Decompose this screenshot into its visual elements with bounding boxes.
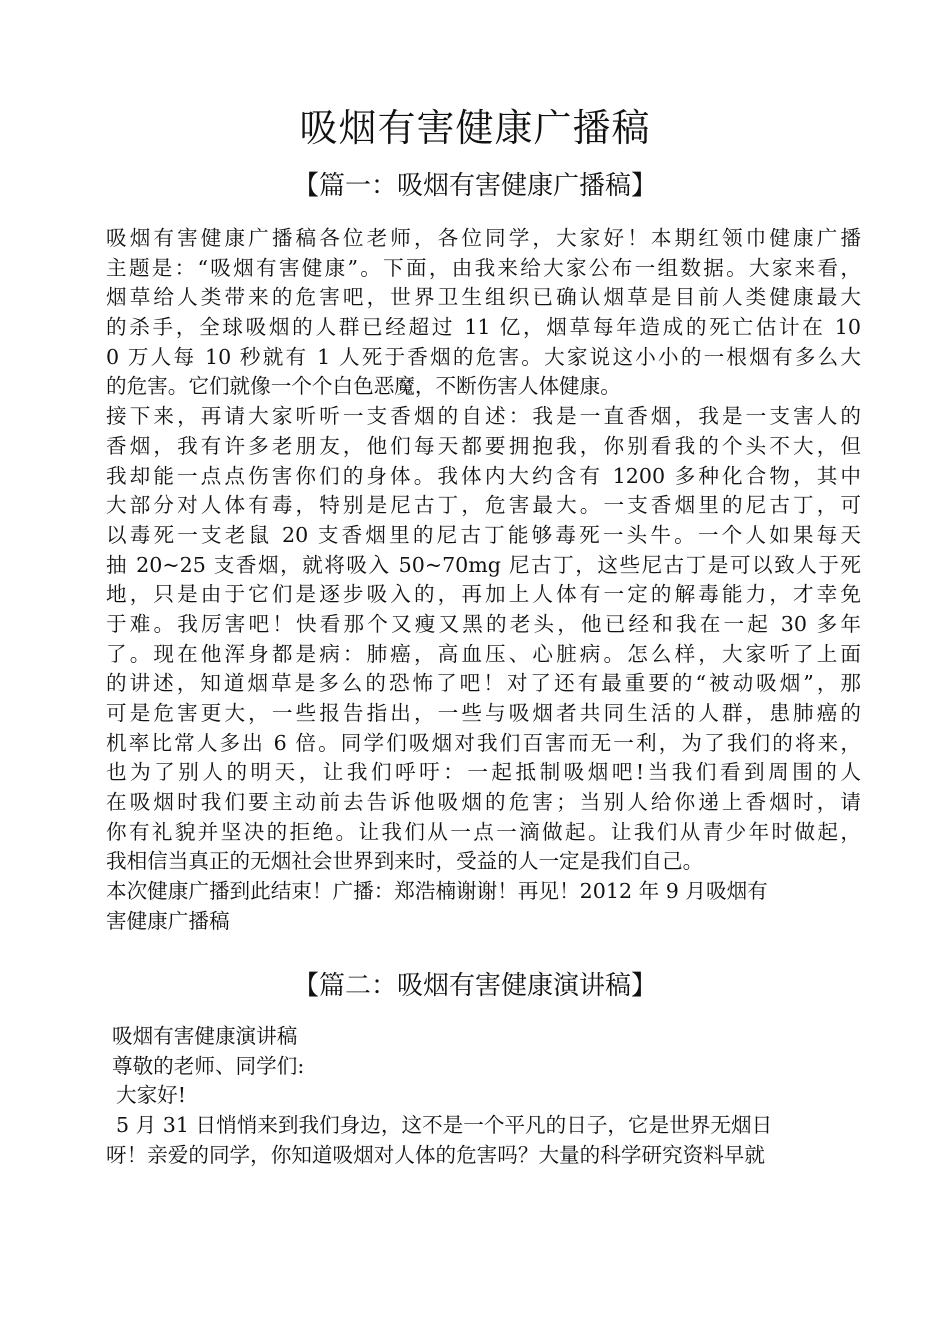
text-line: 香烟，我有许多老朋友，他们每天都要拥抱我，你别看我的个头不大，但 [106, 433, 861, 458]
text-line: 你有礼貌并坚决的拒绝。让我们从一点一滴做起。让我们从青少年时做起， [106, 819, 861, 844]
text-line: 可是危害更大，一些报告指出，一些与吸烟者共同生活的人群，患肺癌的 [106, 701, 861, 725]
text-line: 害健康广播稿 [106, 908, 230, 933]
text-line: 大家好! [116, 1083, 187, 1108]
section-heading-1: 【篇一：吸烟有害健康广播稿】 [292, 171, 657, 201]
text-line: 烟草给人类带来的危害吧，世界卫生组织已确认烟草是目前人类健康最大 [106, 285, 861, 310]
text-line: 了。现在他浑身都是病：肺癌，高血压、心脏病。怎么样，大家听了上面 [106, 641, 861, 666]
text-line: 在吸烟时我们要主动前去告诉他吸烟的危害；当别人给你递上香烟时，请 [106, 790, 861, 815]
section-heading-2: 【篇二：吸烟有害健康演讲稿】 [292, 971, 657, 1001]
text-line: 吸烟有害健康演讲稿 [112, 1024, 298, 1048]
text-line: 的危害。它们就像一个个白色恶魔，不断伤害人体健康。 [106, 374, 621, 399]
text-line: 我却能一点点伤害你们的身体。我体内大约含有 1200 多种化合物，其中 [106, 463, 861, 488]
text-line: 的讲述，知道烟草是多么的恐怖了吧！对了还有最重要的“被动吸烟”，那 [106, 671, 861, 696]
text-line: 尊敬的老师、同学们: [112, 1053, 305, 1078]
text-line: 也为了别人的明天，让我们呼吁：一起抵制吸烟吧!当我们看到周围的人 [106, 760, 861, 785]
text-line: 机率比常人多出 6 倍。同学们吸烟对我们百害而无一利，为了我们的将来， [106, 730, 861, 755]
section-2-body [106, 1022, 861, 1170]
page-title: 吸烟有害健康广播稿 [299, 106, 651, 150]
text-line: 抽 20~25 支香烟，就将吸入 50~70mg 尼古丁，这些尼古丁是可以致人于死 [106, 552, 861, 577]
text-line: 的杀手，全球吸烟的人群已经超过 11 亿，烟草每年造成的死亡估计在 10 [106, 315, 861, 340]
text-line: 吸烟有害健康广播稿各位老师，各位同学，大家好！本期红领巾健康广播 [106, 226, 861, 250]
text-line: 我相信当真正的无烟社会世界到来时，受益的人一定是我们自己。 [106, 849, 704, 874]
text-line: 5 月 31 日悄悄来到我们身边，这不是一个平凡的日子，它是世界无烟日 [116, 1113, 773, 1138]
text-line: 主题是：“吸烟有害健康”。下面，由我来给大家公布一组数据。大家来看， [106, 255, 861, 280]
text-line: 0 万人每 10 秒就有 1 人死于香烟的危害。大家说这小小的一根烟有多么大 [106, 344, 861, 369]
text-line: 大部分对人体有毒，特别是尼古丁，危害最大。一支香烟里的尼古丁，可 [106, 493, 861, 518]
text-line: 呀！亲爱的同学，你知道吸烟对人体的危害吗？大量的科学研究资料早就 [106, 1142, 765, 1167]
text-line: 于难。我厉害吧！快看那个又瘦又黑的老头，他已经和我在一起 30 多年 [106, 611, 861, 636]
text-line: 以毒死一支老鼠 20 支香烟里的尼古丁能够毒死一头牛。一个人如果每天 [106, 522, 861, 547]
text-line: 接下来，再请大家听听一支香烟的自述：我是一直香烟，我是一支害人的 [106, 404, 861, 429]
section-1-body [106, 224, 861, 937]
text-line: 地，只是由于它们是逐步吸入的，再加上人体有一定的解毒能力，才幸免 [106, 582, 861, 607]
text-line: 本次健康广播到此结束！广播：郑浩楠谢谢！再见！2012 年 9 月吸烟有 [106, 879, 768, 904]
